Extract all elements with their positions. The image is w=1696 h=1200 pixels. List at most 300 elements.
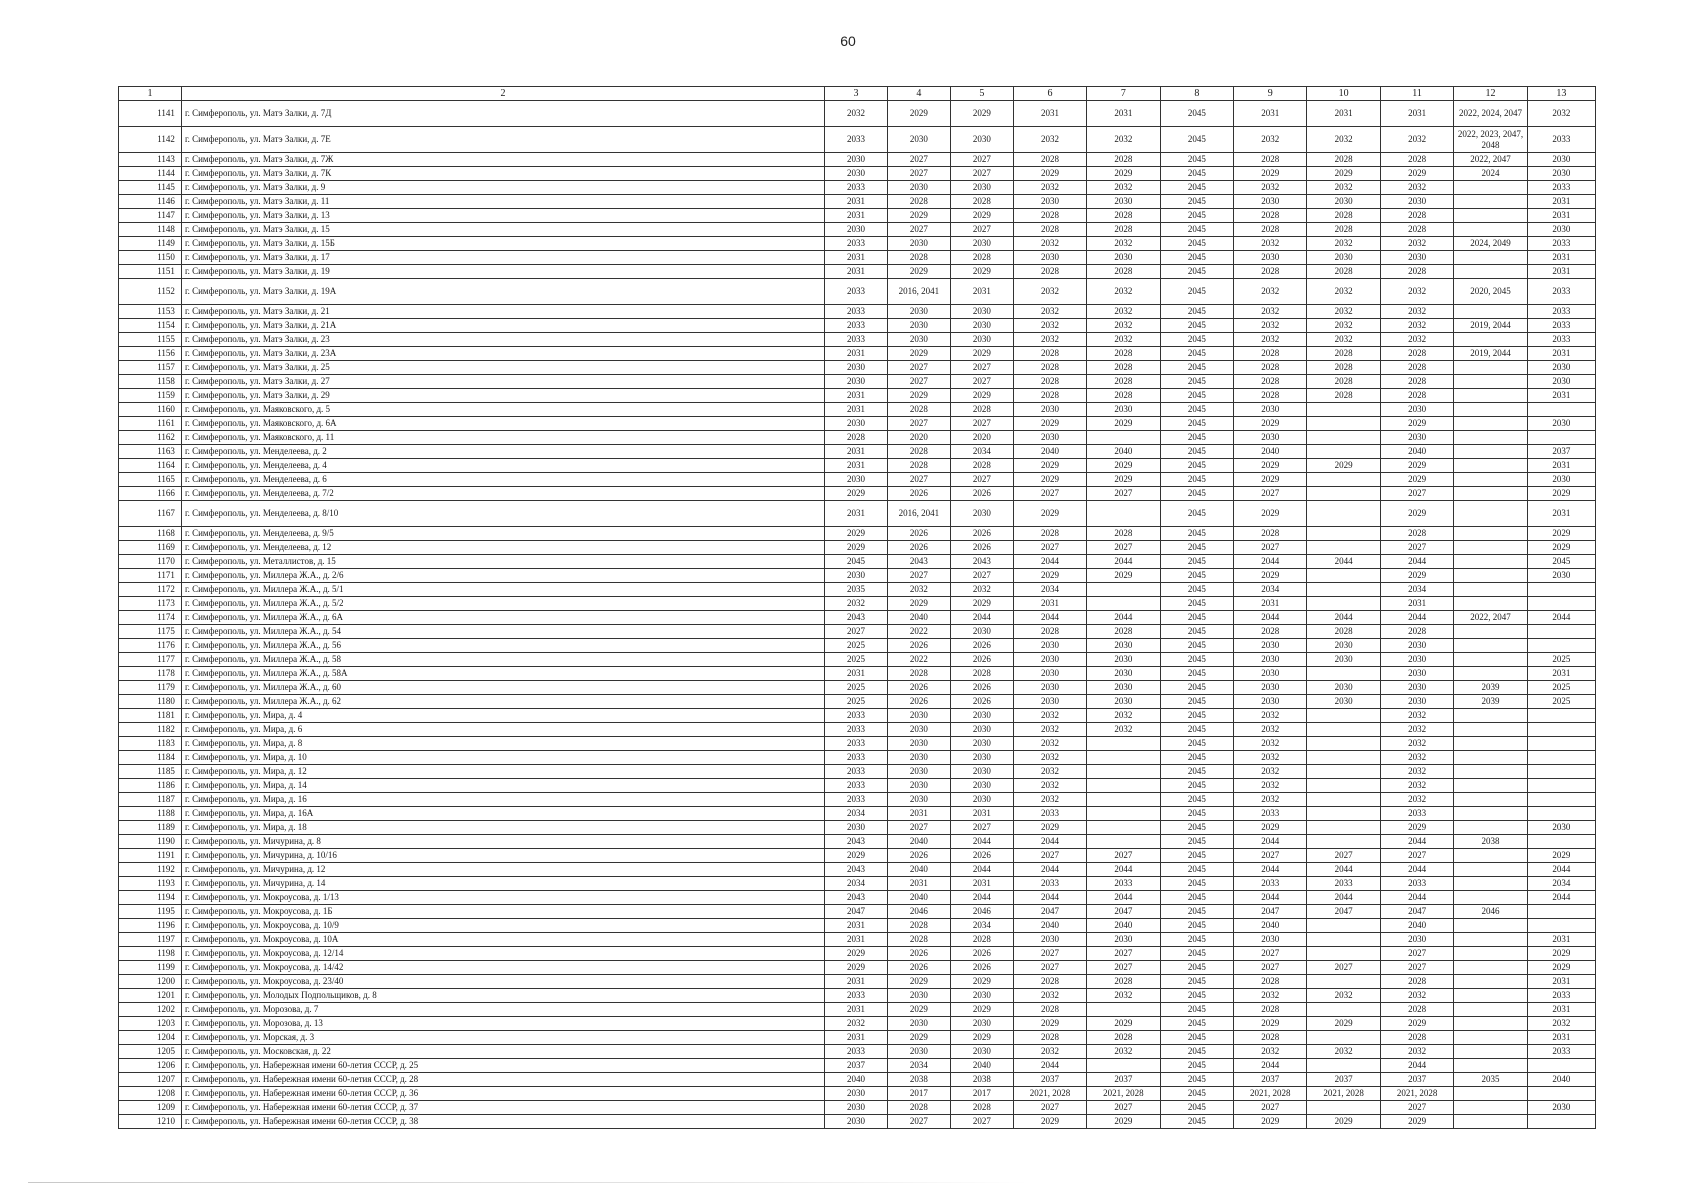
year-cell (1307, 779, 1380, 793)
year-cell: 2032 (1234, 723, 1307, 737)
column-header: 10 (1307, 87, 1380, 101)
table-row (119, 569, 1596, 583)
year-cell: 2027 (1087, 1101, 1160, 1115)
year-cell: 2030 (887, 127, 950, 153)
year-cell: 2030 (950, 779, 1013, 793)
year-cell: 2032 (1307, 237, 1380, 251)
row-number: 1208 (119, 1087, 182, 1101)
year-cell: 2026 (887, 639, 950, 653)
table-row (119, 1073, 1596, 1087)
year-cell: 2029 (1013, 1017, 1086, 1031)
year-cell: 2031 (824, 933, 887, 947)
table-row (119, 1087, 1596, 1101)
address-cell: г. Симферополь, ул. Мичурина, д. 14 (181, 877, 824, 891)
year-cell: 2021, 2028 (1307, 1087, 1380, 1101)
year-cell: 2046 (950, 905, 1013, 919)
year-cell: 2028 (1380, 625, 1453, 639)
table-row (119, 305, 1596, 319)
year-cell: 2029 (1087, 1017, 1160, 1031)
row-number: 1180 (119, 695, 182, 709)
year-cell: 2030 (1234, 403, 1307, 417)
year-cell (1307, 569, 1380, 583)
year-cell: 2045 (1160, 101, 1233, 127)
year-cell: 2033 (824, 127, 887, 153)
year-cell: 2026 (950, 527, 1013, 541)
year-cell: 2030 (950, 501, 1013, 527)
year-cell: 2045 (1160, 209, 1233, 223)
year-cell: 2045 (1160, 1059, 1233, 1073)
year-cell: 2029 (950, 975, 1013, 989)
year-cell: 2045 (1160, 989, 1233, 1003)
year-cell: 2032 (1234, 765, 1307, 779)
year-cell (1454, 403, 1527, 417)
year-cell (1527, 779, 1595, 793)
year-cell (1087, 583, 1160, 597)
year-cell: 2030 (950, 333, 1013, 347)
year-cell: 2022 (887, 653, 950, 667)
year-cell: 2030 (1527, 569, 1595, 583)
year-cell: 2044 (1307, 555, 1380, 569)
year-cell: 2045 (1160, 1101, 1233, 1115)
address-cell: г. Симферополь, ул. Менделеева, д. 12 (181, 541, 824, 555)
year-cell (1454, 389, 1527, 403)
year-cell: 2029 (887, 975, 950, 989)
year-cell: 2045 (1160, 431, 1233, 445)
year-cell: 2028 (1234, 389, 1307, 403)
year-cell: 2028 (1234, 375, 1307, 389)
year-cell: 2037 (824, 1059, 887, 1073)
year-cell: 2044 (1380, 1059, 1453, 1073)
row-number: 1181 (119, 709, 182, 723)
year-cell: 2028 (1013, 361, 1086, 375)
year-cell: 2044 (950, 835, 1013, 849)
year-cell (1307, 947, 1380, 961)
year-cell: 2029 (1234, 569, 1307, 583)
year-cell: 2027 (887, 569, 950, 583)
year-cell: 2030 (1527, 417, 1595, 431)
year-cell: 2029 (1087, 473, 1160, 487)
year-cell: 2047 (1234, 905, 1307, 919)
year-cell (1307, 933, 1380, 947)
address-cell: г. Симферополь, ул. Матэ Залки, д. 11 (181, 195, 824, 209)
year-cell: 2040 (887, 835, 950, 849)
year-cell: 2028 (1087, 527, 1160, 541)
row-number: 1192 (119, 863, 182, 877)
address-cell: г. Симферополь, ул. Менделеева, д. 2 (181, 445, 824, 459)
year-cell: 2030 (1013, 653, 1086, 667)
year-cell: 2027 (1013, 947, 1086, 961)
table-row (119, 237, 1596, 251)
table-row (119, 127, 1596, 153)
year-cell: 2045 (1160, 1087, 1233, 1101)
year-cell: 2038 (950, 1073, 1013, 1087)
year-cell: 2029 (1013, 473, 1086, 487)
year-cell: 2027 (950, 473, 1013, 487)
year-cell: 2030 (1013, 195, 1086, 209)
year-cell: 2028 (1380, 375, 1453, 389)
year-cell (1454, 919, 1527, 933)
year-cell: 2029 (1527, 947, 1595, 961)
year-cell: 2029 (1307, 459, 1380, 473)
year-cell: 2028 (1087, 347, 1160, 361)
year-cell: 2028 (1380, 1031, 1453, 1045)
year-cell: 2029 (1234, 473, 1307, 487)
year-cell: 2031 (1380, 101, 1453, 127)
year-cell (1307, 709, 1380, 723)
year-cell: 2026 (887, 961, 950, 975)
year-cell: 2030 (1380, 431, 1453, 445)
year-cell: 2039 (1454, 681, 1527, 695)
row-number: 1157 (119, 361, 182, 375)
year-cell: 2031 (950, 279, 1013, 305)
address-cell: г. Симферополь, ул. Матэ Залки, д. 21 (181, 305, 824, 319)
year-cell: 2030 (1527, 821, 1595, 835)
address-cell: г. Симферополь, ул. Менделеева, д. 7/2 (181, 487, 824, 501)
year-cell: 2034 (1234, 583, 1307, 597)
address-cell: г. Симферополь, ул. Миллера Ж.А., д. 5/1 (181, 583, 824, 597)
year-cell: 2032 (824, 597, 887, 611)
table-row (119, 167, 1596, 181)
year-cell (1087, 431, 1160, 445)
address-cell: г. Симферополь, ул. Мира, д. 4 (181, 709, 824, 723)
year-cell: 2027 (950, 361, 1013, 375)
year-cell: 2030 (1013, 251, 1086, 265)
year-cell: 2028 (1013, 1031, 1086, 1045)
year-cell (1527, 723, 1595, 737)
year-cell: 2032 (1234, 751, 1307, 765)
address-cell: г. Симферополь, ул. Матэ Залки, д. 13 (181, 209, 824, 223)
year-cell: 2030 (950, 737, 1013, 751)
year-cell (1307, 919, 1380, 933)
year-cell: 2029 (1013, 569, 1086, 583)
address-cell: г. Симферополь, ул. Матэ Залки, д. 21А (181, 319, 824, 333)
year-cell: 2032 (1013, 127, 1086, 153)
address-cell: г. Симферополь, ул. Матэ Залки, д. 19А (181, 279, 824, 305)
year-cell: 2030 (1234, 653, 1307, 667)
year-cell: 2027 (1013, 1101, 1086, 1115)
table-row (119, 639, 1596, 653)
table-row (119, 667, 1596, 681)
year-cell: 2037 (1380, 1073, 1453, 1087)
year-cell: 2027 (950, 1115, 1013, 1129)
year-cell: 2029 (1307, 1017, 1380, 1031)
year-cell: 2026 (887, 541, 950, 555)
year-cell: 2029 (1234, 501, 1307, 527)
address-cell: г. Симферополь, ул. Миллера Ж.А., д. 58 (181, 653, 824, 667)
year-cell: 2030 (1380, 403, 1453, 417)
year-cell: 2030 (1013, 681, 1086, 695)
year-cell: 2030 (1087, 653, 1160, 667)
year-cell: 2033 (824, 1045, 887, 1059)
address-cell: г. Симферополь, ул. Набережная имени 60-летия СССР, д. 37 (181, 1101, 824, 1115)
year-cell: 2028 (887, 933, 950, 947)
year-cell: 2033 (1307, 877, 1380, 891)
year-cell: 2045 (1160, 1073, 1233, 1087)
year-cell: 2029 (1527, 541, 1595, 555)
row-number: 1148 (119, 223, 182, 237)
row-number: 1168 (119, 527, 182, 541)
address-cell: г. Симферополь, ул. Набережная имени 60-летия СССР, д. 38 (181, 1115, 824, 1129)
table-row (119, 541, 1596, 555)
year-cell: 2031 (1013, 597, 1086, 611)
year-cell: 2030 (950, 319, 1013, 333)
year-cell: 2044 (1307, 891, 1380, 905)
year-cell: 2028 (1380, 223, 1453, 237)
year-cell: 2034 (824, 807, 887, 821)
year-cell: 2044 (1013, 1059, 1086, 1073)
year-cell (1087, 793, 1160, 807)
year-cell: 2029 (887, 101, 950, 127)
address-cell: г. Симферополь, ул. Матэ Залки, д. 15 (181, 223, 824, 237)
year-cell: 2044 (1234, 891, 1307, 905)
year-cell (1454, 779, 1527, 793)
year-cell (1454, 501, 1527, 527)
year-cell: 2030 (950, 625, 1013, 639)
year-cell: 2029 (887, 347, 950, 361)
year-cell: 2030 (1380, 653, 1453, 667)
year-cell: 2030 (887, 793, 950, 807)
year-cell: 2033 (1234, 807, 1307, 821)
year-cell: 2032 (1307, 989, 1380, 1003)
year-cell: 2032 (1234, 279, 1307, 305)
year-cell: 2028 (1234, 1003, 1307, 1017)
table-row (119, 361, 1596, 375)
year-cell: 2033 (1380, 807, 1453, 821)
column-header: 1 (119, 87, 182, 101)
address-cell: г. Симферополь, ул. Миллера Ж.А., д. 58А (181, 667, 824, 681)
year-cell: 2027 (887, 223, 950, 237)
year-cell: 2044 (1380, 863, 1453, 877)
year-cell (1454, 891, 1527, 905)
year-cell: 2045 (1160, 863, 1233, 877)
row-number: 1189 (119, 821, 182, 835)
row-number: 1203 (119, 1017, 182, 1031)
year-cell (1454, 877, 1527, 891)
year-cell (1454, 473, 1527, 487)
year-cell: 2045 (1160, 1031, 1233, 1045)
year-cell: 2022, 2047 (1454, 153, 1527, 167)
year-cell: 2045 (1160, 251, 1233, 265)
year-cell: 2028 (1013, 209, 1086, 223)
year-cell: 2026 (950, 961, 1013, 975)
table-row (119, 961, 1596, 975)
year-cell: 2026 (950, 681, 1013, 695)
year-cell: 2031 (1527, 1031, 1595, 1045)
row-number: 1142 (119, 127, 182, 153)
year-cell: 2030 (1307, 653, 1380, 667)
address-cell: г. Симферополь, ул. Морозова, д. 13 (181, 1017, 824, 1031)
table-row (119, 445, 1596, 459)
row-number: 1145 (119, 181, 182, 195)
year-cell: 2028 (1307, 347, 1380, 361)
address-cell: г. Симферополь, ул. Маяковского, д. 6А (181, 417, 824, 431)
year-cell (1454, 765, 1527, 779)
year-cell: 2030 (824, 1115, 887, 1129)
year-cell: 2033 (1527, 319, 1595, 333)
year-cell: 2034 (950, 445, 1013, 459)
address-cell: г. Симферополь, ул. Матэ Залки, д. 29 (181, 389, 824, 403)
column-header: 3 (824, 87, 887, 101)
year-cell (1307, 583, 1380, 597)
row-number: 1196 (119, 919, 182, 933)
address-cell: г. Симферополь, ул. Миллера Ж.А., д. 56 (181, 639, 824, 653)
year-cell (1454, 639, 1527, 653)
year-cell: 2045 (1160, 501, 1233, 527)
year-cell (1307, 417, 1380, 431)
year-cell: 2028 (1234, 527, 1307, 541)
year-cell: 2028 (1013, 527, 1086, 541)
year-cell: 2030 (1013, 695, 1086, 709)
row-number: 1188 (119, 807, 182, 821)
year-cell: 2045 (1160, 153, 1233, 167)
year-cell (1307, 445, 1380, 459)
year-cell: 2029 (950, 1031, 1013, 1045)
year-cell: 2031 (1527, 265, 1595, 279)
year-cell: 2032 (1380, 181, 1453, 195)
row-number: 1150 (119, 251, 182, 265)
table-row (119, 265, 1596, 279)
year-cell: 2027 (887, 153, 950, 167)
year-cell: 2025 (1527, 653, 1595, 667)
year-cell: 2030 (887, 779, 950, 793)
year-cell: 2028 (1013, 223, 1086, 237)
row-number: 1146 (119, 195, 182, 209)
year-cell: 2044 (1307, 611, 1380, 625)
year-cell: 2032 (1087, 1045, 1160, 1059)
year-cell: 2044 (1380, 555, 1453, 569)
year-cell: 2033 (824, 237, 887, 251)
table-row (119, 209, 1596, 223)
address-cell: г. Симферополь, ул. Матэ Залки, д. 7Д (181, 101, 824, 127)
address-cell: г. Симферополь, ул. Московская, д. 22 (181, 1045, 824, 1059)
column-header: 4 (887, 87, 950, 101)
year-cell: 2016, 2041 (887, 501, 950, 527)
year-cell: 2045 (1160, 319, 1233, 333)
year-cell: 2032 (1380, 1045, 1453, 1059)
year-cell: 2031 (1234, 597, 1307, 611)
year-cell: 2043 (950, 555, 1013, 569)
year-cell: 2032 (1013, 751, 1086, 765)
year-cell: 2030 (1013, 933, 1086, 947)
row-number: 1197 (119, 933, 182, 947)
column-header: 6 (1013, 87, 1086, 101)
year-cell: 2030 (950, 305, 1013, 319)
year-cell: 2030 (1087, 251, 1160, 265)
year-cell: 2030 (824, 153, 887, 167)
year-cell (1087, 737, 1160, 751)
year-cell (1454, 723, 1527, 737)
year-cell: 2028 (950, 933, 1013, 947)
year-cell: 2030 (887, 709, 950, 723)
year-cell: 2027 (887, 375, 950, 389)
year-cell: 2031 (950, 807, 1013, 821)
year-cell (1454, 527, 1527, 541)
year-cell: 2017 (887, 1087, 950, 1101)
year-cell: 2030 (824, 1101, 887, 1115)
year-cell (1087, 821, 1160, 835)
year-cell: 2032 (1013, 737, 1086, 751)
address-cell: г. Симферополь, ул. Миллера Ж.А., д. 62 (181, 695, 824, 709)
year-cell: 2029 (950, 101, 1013, 127)
year-cell: 2028 (1380, 361, 1453, 375)
year-cell: 2032 (1234, 793, 1307, 807)
year-cell: 2030 (824, 375, 887, 389)
year-cell: 2046 (1454, 905, 1527, 919)
table-row (119, 709, 1596, 723)
year-cell: 2031 (1527, 251, 1595, 265)
table-row (119, 947, 1596, 961)
year-cell: 2026 (950, 487, 1013, 501)
year-cell: 2044 (1380, 611, 1453, 625)
year-cell: 2030 (1087, 681, 1160, 695)
year-cell: 2027 (1013, 849, 1086, 863)
year-cell: 2044 (1087, 555, 1160, 569)
year-cell: 2032 (1013, 237, 1086, 251)
year-cell: 2028 (1087, 375, 1160, 389)
year-cell: 2030 (950, 723, 1013, 737)
year-cell (1527, 709, 1595, 723)
year-cell (1454, 625, 1527, 639)
year-cell: 2034 (1380, 583, 1453, 597)
year-cell (1454, 417, 1527, 431)
year-cell: 2034 (1013, 583, 1086, 597)
year-cell: 2030 (887, 737, 950, 751)
year-cell: 2030 (1527, 153, 1595, 167)
table-row (119, 473, 1596, 487)
table-row (119, 279, 1596, 305)
table-row (119, 101, 1596, 127)
year-cell: 2028 (1234, 153, 1307, 167)
year-cell: 2029 (887, 597, 950, 611)
year-cell: 2031 (1380, 597, 1453, 611)
year-cell (1454, 947, 1527, 961)
year-cell: 2032 (1013, 709, 1086, 723)
row-number: 1179 (119, 681, 182, 695)
year-cell: 2030 (1234, 681, 1307, 695)
year-cell (1454, 863, 1527, 877)
year-cell: 2029 (1234, 167, 1307, 181)
year-cell (1454, 375, 1527, 389)
year-cell: 2032 (1013, 723, 1086, 737)
year-cell (1454, 555, 1527, 569)
year-cell: 2033 (824, 709, 887, 723)
year-cell: 2040 (824, 1073, 887, 1087)
address-cell: г. Симферополь, ул. Морозова, д. 7 (181, 1003, 824, 1017)
year-cell (1087, 835, 1160, 849)
row-number: 1178 (119, 667, 182, 681)
row-number: 1206 (119, 1059, 182, 1073)
year-cell: 2027 (887, 417, 950, 431)
row-number: 1160 (119, 403, 182, 417)
address-cell: г. Симферополь, ул. Мира, д. 16А (181, 807, 824, 821)
year-cell: 2031 (824, 389, 887, 403)
year-cell: 2031 (1527, 389, 1595, 403)
year-cell: 2029 (950, 597, 1013, 611)
year-cell: 2027 (887, 1115, 950, 1129)
table-row (119, 583, 1596, 597)
year-cell: 2046 (887, 905, 950, 919)
year-cell: 2030 (887, 319, 950, 333)
year-cell: 2030 (1087, 195, 1160, 209)
year-cell: 2033 (1380, 877, 1453, 891)
year-cell: 2029 (1380, 167, 1453, 181)
year-cell (1087, 765, 1160, 779)
row-number: 1201 (119, 989, 182, 1003)
row-number: 1209 (119, 1101, 182, 1115)
column-header: 7 (1087, 87, 1160, 101)
table-row (119, 933, 1596, 947)
year-cell: 2026 (887, 849, 950, 863)
